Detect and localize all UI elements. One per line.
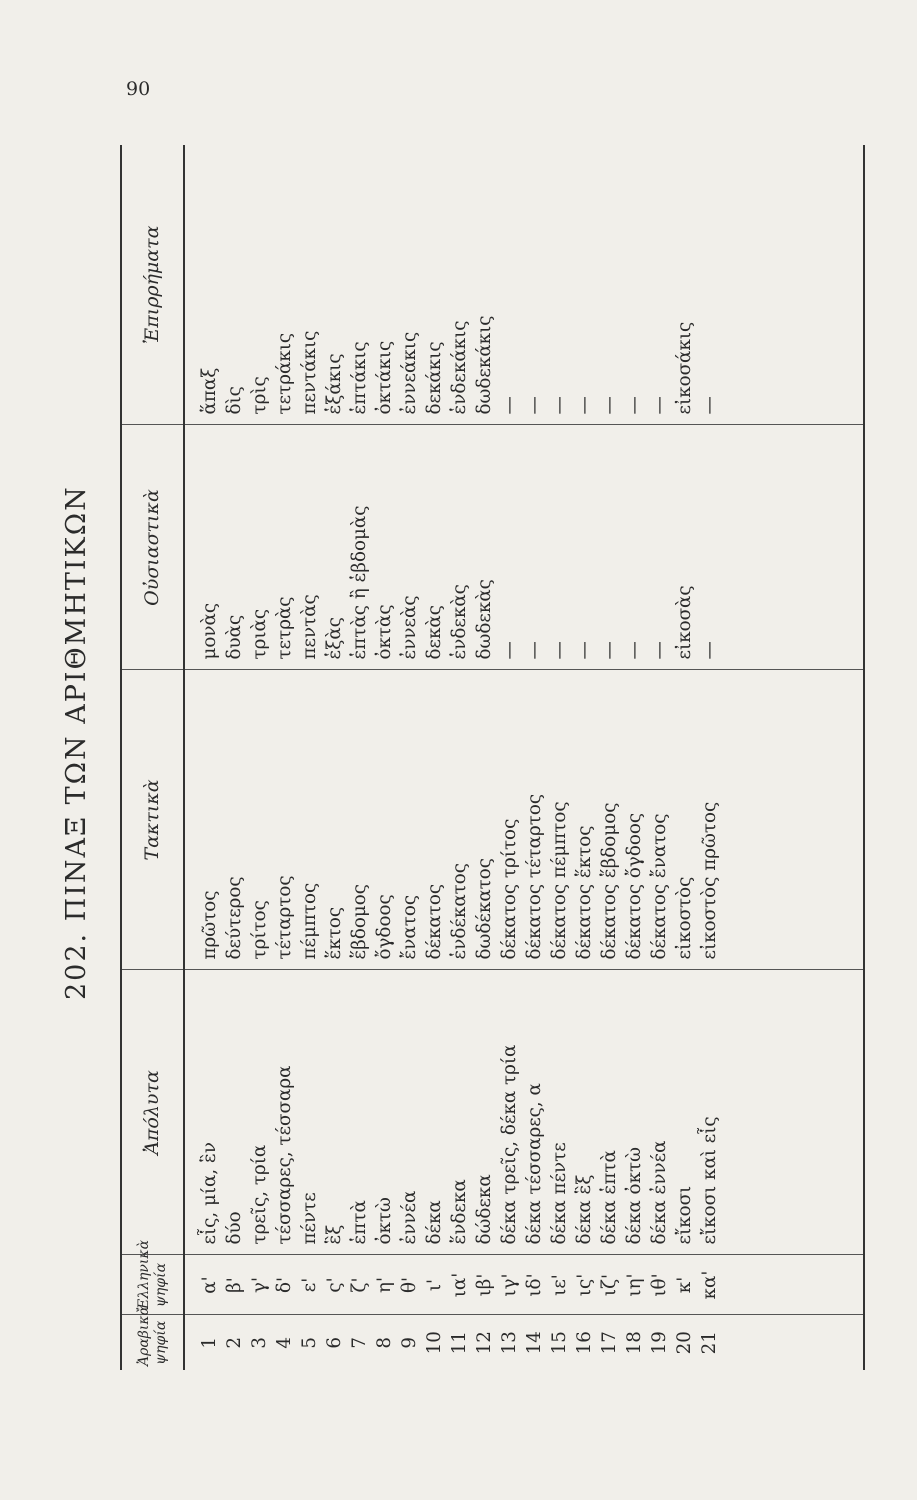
cell-cardinal: δέκα [424,1200,445,1245]
cell-arabic: 16 [574,1331,595,1355]
cell-arabic: 14 [524,1331,545,1355]
cell-noun: — [524,641,545,660]
cell-greek: ις' [574,1273,595,1297]
cell-adverb: ἐννεάκις [399,331,420,415]
cell-noun: πεντὰς [299,594,320,660]
cell-adverb: ὀκτάκις [374,340,395,415]
cell-noun: τετρὰς [274,596,295,660]
numerals-table [120,145,865,1370]
cell-ordinal: δωδέκατος [474,857,495,960]
cell-cardinal: δώδεκα [474,1174,495,1245]
cell-arabic: 19 [649,1331,670,1355]
cell-adverb: τρὶς [249,376,270,415]
cell-noun: ἑξὰς [324,617,345,660]
cell-noun: μονὰς [199,602,220,660]
cell-noun: δυὰς [224,614,245,660]
cell-ordinal: ἔνατος [399,894,420,960]
cell-arabic: 1 [199,1336,220,1349]
cell-ordinal: πέμπτος [299,882,320,960]
cell-cardinal: τρεῖς, τρία [249,1144,270,1245]
cell-adverb: ἑξάκις [324,353,345,415]
cell-greek: ιδ' [524,1273,545,1297]
cell-greek: ε' [299,1277,320,1293]
cell-cardinal: δέκα ἐννέα [649,1140,670,1245]
cell-ordinal: δέκατος πέμπτος [549,801,570,960]
cell-cardinal: ἕνδεκα [449,1179,470,1245]
cell-cardinal: δέκα ὀκτὼ [624,1146,645,1245]
cell-noun: ὀκτὰς [374,604,395,660]
column-cardinal [184,970,864,1255]
cell-greek: ζ' [349,1277,370,1293]
cell-adverb: — [499,396,520,415]
cell-ordinal: πρῶτος [199,890,220,960]
cell-cardinal: δέκα ἓξ [574,1174,595,1245]
cell-arabic: 15 [549,1331,570,1355]
cell-adverb: δωδεκάκις [474,315,495,415]
cell-arabic: 17 [599,1331,620,1355]
cell-arabic: 8 [374,1336,395,1349]
cell-ordinal: εἰκοστὸς [674,876,695,960]
cell-greek: η' [374,1277,395,1293]
cell-arabic: 3 [249,1336,270,1349]
column-noun [184,425,864,670]
cell-noun: — [624,641,645,660]
cell-adverb: — [549,396,570,415]
cell-adverb: — [699,396,720,415]
numerals-table-container [120,145,865,1370]
cell-ordinal: δέκατος τρίτος [499,818,520,960]
cell-ordinal: ἕκτος [324,906,345,960]
cell-ordinal: δεύτερος [224,876,245,960]
cell-cardinal: ἑπτὰ [349,1200,370,1245]
cell-noun: εἰκοσὰς [674,585,695,660]
cell-cardinal: εἷς, μία, ἓν [199,1142,220,1245]
cell-arabic: 11 [449,1331,470,1355]
cell-noun: δεκὰς [424,605,445,660]
cell-adverb: εἰκοσάκις [674,321,695,415]
cell-cardinal: δέκα τρεῖς, δέκα τρία [499,1044,520,1245]
cell-noun: δωδεκὰς [474,579,495,660]
cell-noun: — [549,641,570,660]
column-greek [184,1255,864,1315]
cell-greek: ιθ' [649,1273,670,1297]
page-number: 90 [126,78,151,100]
cell-greek: ιε' [549,1274,570,1296]
cell-arabic: 10 [424,1331,445,1355]
cell-noun: — [649,641,670,660]
cell-greek: κ' [674,1276,695,1294]
cell-arabic: 5 [299,1336,320,1349]
cell-arabic: 13 [499,1331,520,1355]
cell-arabic: 20 [674,1331,695,1355]
header-greek: Ἑλληνικὰ ψηφία [121,1255,184,1315]
cell-ordinal: δέκατος ἔνατος [649,813,670,960]
cell-noun: ἐννεὰς [399,595,420,660]
cell-adverb: ἑνδεκάκις [449,320,470,415]
cell-greek: ιη' [624,1273,645,1297]
cell-greek: ι' [424,1278,445,1292]
cell-arabic: 7 [349,1336,370,1349]
cell-ordinal: τέταρτος [274,875,295,960]
header-noun: Οὐσιαστικὰ [121,425,184,670]
cell-cardinal: δέκα ἑπτὰ [599,1150,620,1245]
cell-adverb: τετράκις [274,332,295,415]
cell-noun: — [499,641,520,660]
cell-adverb: δεκάκις [424,341,445,415]
cell-ordinal: δέκατος ἕβδομος [599,802,620,960]
cell-cardinal: τέσσαρες, τέσσαρα [274,1065,295,1245]
cell-greek: β' [224,1277,245,1293]
cell-cardinal: δύο [224,1211,245,1245]
cell-ordinal: ἑνδέκατος [449,862,470,960]
cell-noun: ἑνδεκὰς [449,584,470,660]
header-arabic: Ἀραβικὰ ψηφία [121,1315,184,1370]
cell-greek: α' [199,1276,220,1294]
cell-adverb: — [649,396,670,415]
section-title: 202. ΠΙΝΑΞ ΤΩΝ ΑΡΙΘΜΗΤΙΚΩΝ [61,485,92,1000]
cell-ordinal: ἕβδομος [349,883,370,960]
cell-greek: ς' [324,1277,345,1293]
cell-greek: θ' [399,1276,420,1294]
cell-cardinal: ὀκτὼ [374,1197,395,1245]
cell-greek: ιζ' [599,1273,620,1297]
cell-greek: ιβ' [474,1273,495,1297]
cell-cardinal: δέκα πέντε [549,1142,570,1245]
cell-cardinal: ἐννέα [399,1190,420,1245]
cell-noun: — [599,641,620,660]
cell-adverb: πεντάκις [299,330,320,415]
cell-arabic: 4 [274,1336,295,1349]
cell-adverb: — [599,396,620,415]
cell-cardinal: εἴκοσι [674,1185,695,1245]
cell-noun: — [574,641,595,660]
cell-greek: γ' [249,1277,270,1293]
cell-cardinal: πέντε [299,1192,320,1245]
cell-adverb: ἑπτάκις [349,341,370,415]
cell-ordinal: δέκατος ἕκτος [574,825,595,960]
cell-arabic: 2 [224,1336,245,1349]
header-ordinal: Τακτικὰ [121,670,184,970]
cell-arabic: 6 [324,1336,345,1349]
cell-noun: τριὰς [249,608,270,660]
cell-cardinal: δέκα τέσσαρες, α [524,1083,545,1245]
cell-adverb: — [524,396,545,415]
cell-ordinal: τρίτος [249,900,270,960]
cell-ordinal: δέκατος ὄγδοος [624,812,645,960]
header-cardinal: Ἀπόλυτα [121,970,184,1255]
cell-adverb: — [624,396,645,415]
cell-cardinal: ἓξ [324,1224,345,1245]
cell-noun: — [699,641,720,660]
cell-ordinal: δέκατος [424,883,445,960]
column-adverb [184,145,864,425]
cell-ordinal: ὄγδοος [374,894,395,960]
cell-cardinal: εἴκοσι καὶ εἷς [699,1116,720,1245]
cell-arabic: 12 [474,1331,495,1355]
cell-arabic: 18 [624,1331,645,1355]
cell-greek: δ' [274,1276,295,1294]
cell-noun: ἑπτὰς ἢ ἑβδομὰς [349,505,370,660]
cell-greek: κα' [699,1270,720,1300]
cell-ordinal: εἰκοστὸς πρῶτος [699,801,720,960]
header-adverb: Ἐπιρρήματα [121,145,184,425]
cell-adverb: δὶς [224,386,245,415]
cell-greek: ιγ' [499,1273,520,1297]
column-ordinal [184,670,864,970]
cell-adverb: — [574,396,595,415]
cell-adverb: ἅπαξ [199,367,220,415]
column-arabic [184,1315,864,1370]
cell-greek: ια' [449,1272,470,1298]
cell-arabic: 21 [699,1331,720,1355]
cell-ordinal: δέκατος τέταρτος [524,793,545,960]
cell-arabic: 9 [399,1336,420,1349]
